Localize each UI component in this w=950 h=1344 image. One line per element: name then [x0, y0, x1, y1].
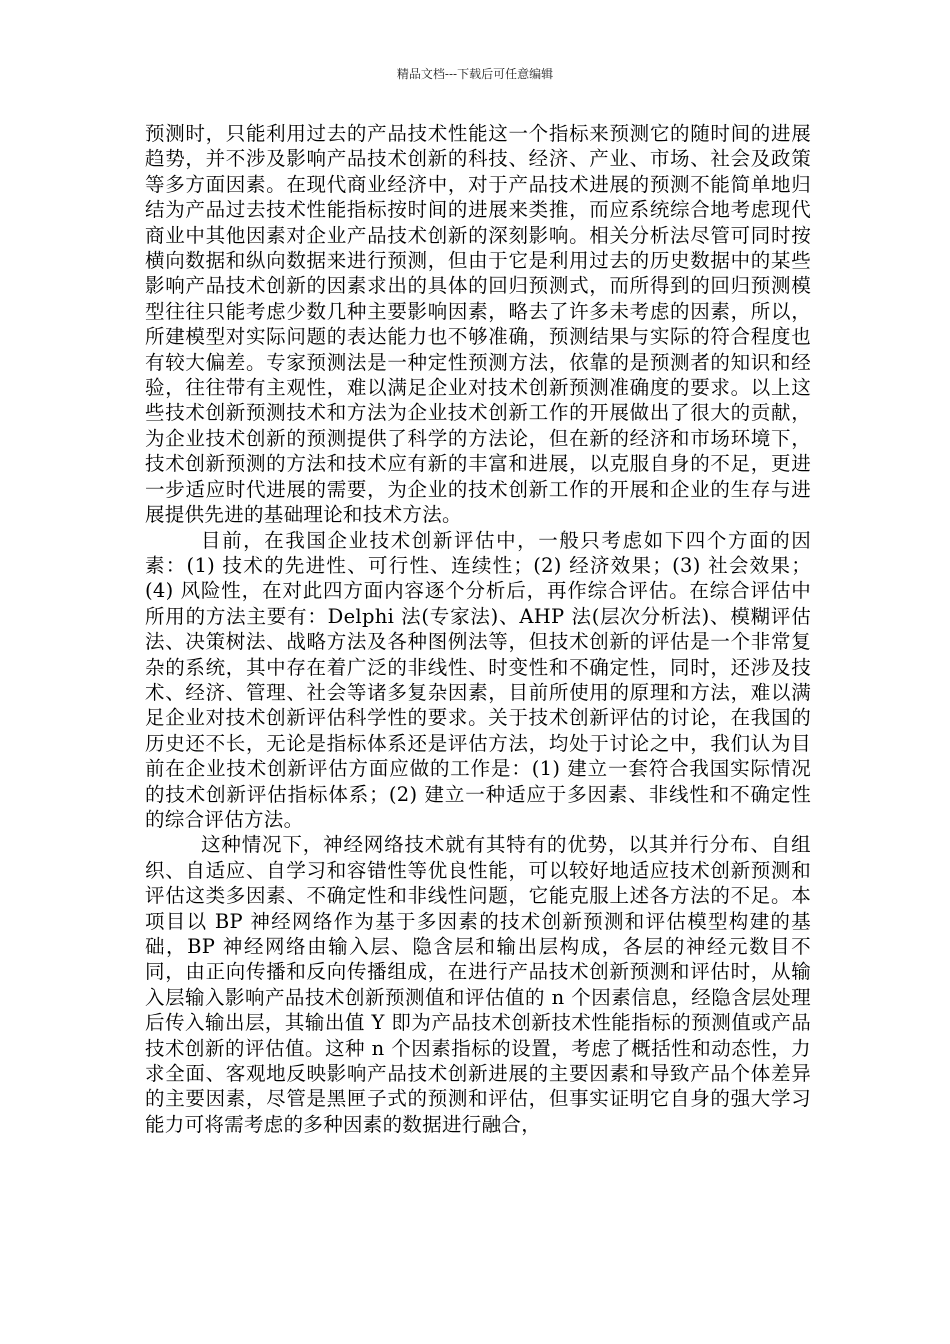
document-body [145, 121, 811, 1137]
paragraph-evaluation: 目前，在我国企业技术创新评估中，一般只考虑如下四个方面的因素：(1) 技术的先进性、可行性、连续性；(2) 经济效果；(3) 社会效果；(4) 风险性，在对此四方面内容逐个分析后，再作综合评估。在综合评估中所用的方法主要有：Delphi 法(专家法)、AHP 法(层次分析法)、模糊评估法、决策树法、战略方法及各种图例法等，但技术创新的评估是一个非常复杂的系统，其中存在着广泛的非线性、时变性和不确定性，同时，还涉及技术、经济、管理、社会等诸多复杂因素，目前所使用的原理和方法，难以满足企业对技术创新评估科学性的要求。关于技术创新评估的讨论，在我国的历史还不长，无论是指标体系还是评估方法，均处于讨论之中，我们认为目前在企业技术创新评估方面应做的工作是：(1) 建立一套符合我国实际情况的技术创新评估指标体系；(2) 建立一种适应于多因素、非线性和不确定性的综合评估方法。 [145, 528, 811, 831]
paragraph-continued: 预测时，只能利用过去的产品技术性能这一个指标来预测它的随时间的进展趋势，并不涉及影响产品技术创新的科技、经济、产业、市场、社会及政策等多方面因素。在现代商业经济中，对于产品技术进展的预测不能简单地归结为产品过去技术性能指标按时间的进展来类推，而应系统综合地考虑现代商业中其他因素对企业产品技术创新的深刻影响。相关分析法尽管可同时按横向数据和纵向数据来进行预测，但由于它是利用过去的历史数据中的某些影响产品技术创新的因素求出的具体的回归预测式，而所得到的回归预测模型往往只能考虑少数几种主要影响因素，略去了许多未考虑的因素，所以，所建模型对实际问题的表达能力也不够准确，预测结果与实际的符合程度也有较大偏差。专家预测法是一种定性预测方法，依靠的是预测者的知识和经验，往往带有主观性，难以满足企业对技术创新预测准确度的要求。以上这些技术创新预测技术和方法为企业技术创新工作的开展做出了很大的贡献，为企业技术创新的预测提供了科学的方法论，但在新的经济和市场环境下，技术创新预测的方法和技术应有新的丰富和进展，以克服自身的不足，更进一步适应时代进展的需要，为企业的技术创新工作的开展和企业的生存与进展提供先进的基础理论和技术方法。 [145, 122, 811, 527]
page-header: 精品文档---下载后可任意编辑 [396, 67, 554, 81]
paragraph-neural-network: 这种情况下，神经网络技术就有其特有的优势，以其并行分布、自组织、自适应、自学习和容错性等优良性能，可以较好地适应技术创新预测和评估这类多因素、不确定性和非线性问题，它能克服上述各方法的不足。本项目以 BP 神经网络作为基于多因素的技术创新预测和评估模型构建的基础，BP 神经网络由输入层、隐含层和输出层构成，各层的神经元数目不同，由正向传播和反向传播组成，在进行产品技术创新预测和评估时，从输入层输入影响产品技术创新预测值和评估值的 n 个因素信息，经隐含层处理后传入输出层，其输出值 Y 即为产品技术创新技术性能指标的预测值或产品技术创新的评估值。这种 n 个因素指标的设置，考虑了概括性和动态性，力求全面、客观地反映影响产品技术创新进展的主要因素和导致产品个体差异的主要因素，尽管是黑匣子式的预测和评估，但事实证明它自身的强大学习能力可将需考虑的多种因素的数据进行融合， [145, 833, 811, 1136]
